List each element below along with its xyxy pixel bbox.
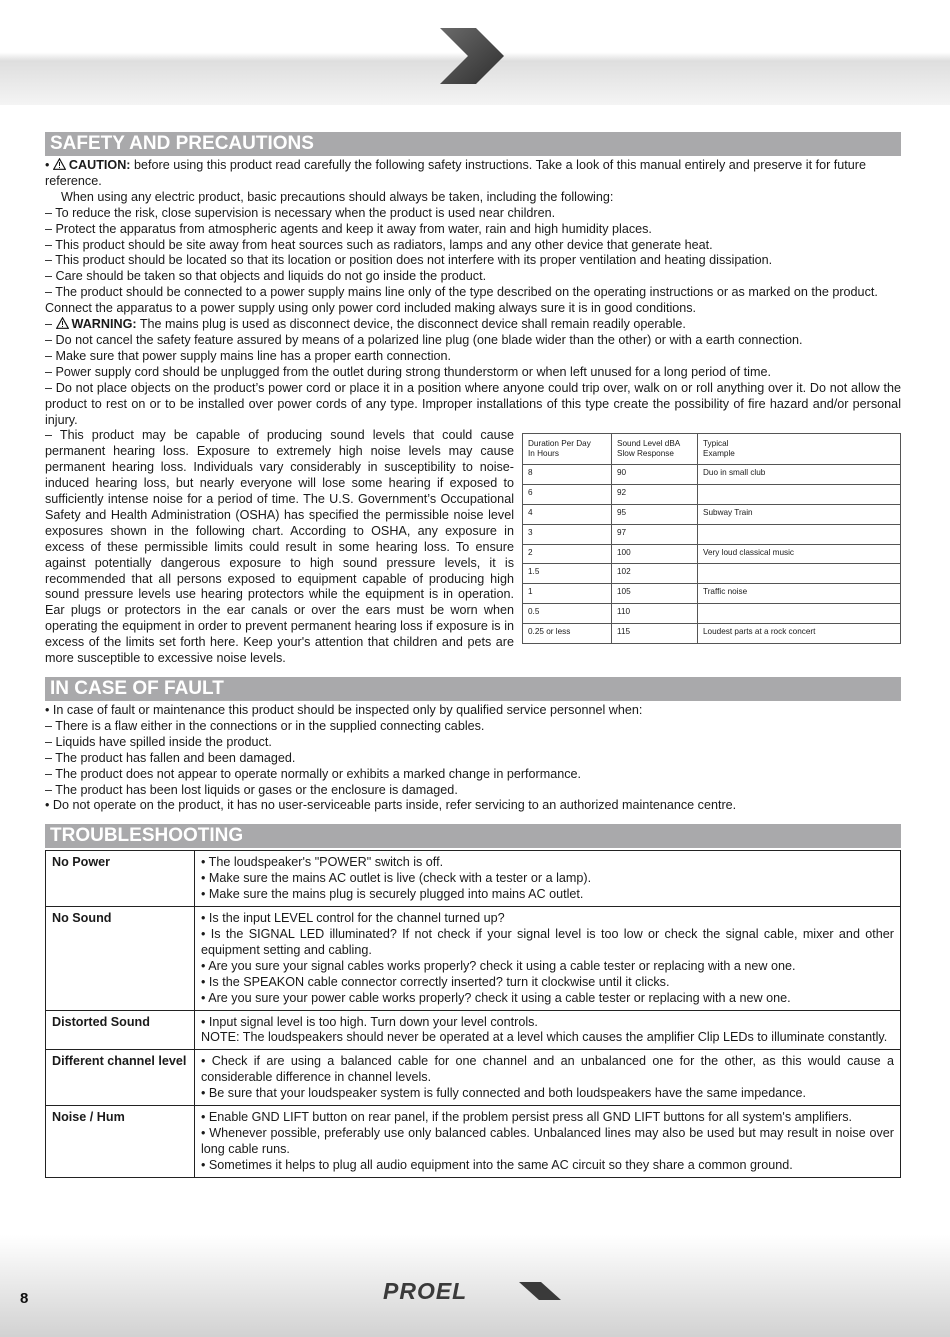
list-item: – Make sure that power supply mains line has a proper earth connection. [45, 348, 452, 363]
safety-list-1 [45, 206, 901, 317]
safety-section-title: SAFETY AND PRECAUTIONS [45, 132, 901, 156]
solution-cell: • Input signal level is too high. Turn down your level controls. NOTE: The loudspeakers should never be operated at a level which causes the amplifier Clip LEDs to illuminate constantly. [195, 1010, 901, 1050]
warning-text: The mains plug is used as disconnect device, the disconnect device shall remain readily operable. [136, 317, 686, 332]
warning-paragraph [45, 317, 901, 333]
table-row: 6 92 [523, 485, 901, 505]
caution-paragraph [45, 158, 901, 190]
solution-cell: • Check if are using a balanced cable for one channel and an unbalanced one for the other, as this would cause a considerable difference in channel levels. • Be sure that your loudspeaker system is fully connected and both loudspeakers have the same impedance. [195, 1050, 901, 1106]
table-row: 1 105 Traffic noise [523, 584, 901, 604]
chevron-arrow-icon [438, 28, 508, 84]
warning-triangle-icon [56, 317, 69, 329]
problem-label: Distorted Sound [46, 1010, 195, 1050]
fault-list [45, 703, 901, 814]
noise-exposure-table [522, 433, 901, 643]
page-content [45, 132, 901, 1178]
table-row: 0.5 110 [523, 603, 901, 623]
table-row: 3 97 [523, 524, 901, 544]
table-row: 2 100 Very loud classical music [523, 544, 901, 564]
list-item: – The product has been lost liquids or gases or the enclosure is damaged. [45, 782, 458, 797]
warning-dash: – [45, 317, 56, 332]
caution-label: CAUTION: [68, 158, 131, 172]
list-item: • In case of fault or maintenance this product should be inspected only by qualified service personnel when: [45, 703, 643, 717]
list-item: – There is a flaw either in the connections or in the supplied connecting cables. [45, 718, 485, 733]
table-row [46, 1106, 901, 1178]
noise-paragraph: – This product may be capable of producing sound levels that could cause permanent hearing loss. Exposure to extremely high noise levels may cause permanent hearing loss. Individuals vary considerably in susceptibility to noise-induced hearing loss, but nearly everyone will lose some hearing if exposed to sufficiently intense noise for a period of time. The U.S. Government’s Occupational Safety and Health Administration (OSHA) has specified the permissible noise level exposures shown in the following chart. According to OSHA, any exposure in excess of these permissible limits could result in some hearing loss. To ensure against potentially dangerous exposure to high sound pressure levels, it is recommended that all persons exposed to equipment capable of producing high sound pressure levels use hearing protectors while the equipment is in operation. Ear plugs or protectors in the ear canals or over the ears must be worn when operating the equipment in order to prevent permanent hearing loss if exposure is in excess of the limits set forth here. Keep your's attention that children and pets are more susceptible to excessive noise levels. [45, 428, 514, 666]
list-item: – Do not cancel the safety feature assured by means of a polarized line plug (one blade wider than the other) or with a earth connection. [45, 332, 803, 347]
table-row: 0.25 or less 115 Loudest parts at a rock concert [523, 623, 901, 643]
table-row: 4 95 Subway Train [523, 505, 901, 525]
list-item: – Do not place objects on the product’s power cord or place it in a position where anyone could trip over, walk on or roll anything over it. Do not allow the product to rest on or to be installed over power cords of any type. Improper installations of this type create the possibility of fire hazard and/or personal injury. [45, 380, 901, 427]
table-row [46, 851, 901, 907]
caution-bullet: • [45, 158, 50, 172]
proel-logo [383, 1279, 563, 1303]
safety-list-2 [45, 333, 901, 428]
safety-intro: When using any electric product, basic precautions should always be taken, including the following: [61, 189, 614, 204]
list-item: – To reduce the risk, close supervision is necessary when the product is used near children. [45, 205, 556, 220]
solution-cell: • The loudspeaker's "POWER" switch is off. • Make sure the mains AC outlet is live (check with a tester or a lamp). • Make sure the mains plug is securely plugged into mains AC outlet. [195, 851, 901, 907]
solution-cell: • Enable GND LIFT button on rear panel, if the problem persist press all GND LIFT buttons for all system's amplifiers. • Whenever possible, preferably use only balanced cables. Unbalanced lines may also be used but may result in noise over long cable runs. • Sometimes it helps to plug all audio equipment into the same AC circuit so they share a common ground. [195, 1106, 901, 1178]
list-item: • Do not operate on the product, it has no user-serviceable parts inside, refer servicing to an authorized maintenance centre. [45, 798, 737, 813]
noise-table-container [522, 433, 901, 667]
list-item: – This product should be located so that its location or position does not interfere with its proper ventilation and heating dissipation. [45, 253, 773, 268]
table-row: 1.5 102 [523, 564, 901, 584]
header-cell: Duration Per Day In Hours [523, 434, 612, 465]
header-cell: Sound Level dBA Slow Response [612, 434, 698, 465]
problem-label: No Sound [46, 907, 195, 1010]
warning-label: WARNING: [71, 317, 137, 332]
list-item: – The product should be connected to a power supply mains line only of the type described on the operating instructions or as marked on the product. Connect the apparatus to a power supply using only power cord included making always sure it is in good conditions. [45, 285, 878, 316]
table-row [46, 1050, 901, 1106]
problem-label: Noise / Hum [46, 1106, 195, 1178]
warning-triangle-icon [53, 158, 66, 170]
table-row [46, 907, 901, 1010]
troubleshooting-table [45, 850, 901, 1177]
noise-table-header [523, 434, 901, 465]
problem-label: Different channel level [46, 1050, 195, 1106]
page-number: 8 [20, 1290, 29, 1307]
fault-section-title: IN CASE OF FAULT [45, 677, 901, 701]
list-item: – This product should be site away from heat sources such as radiators, lamps and any other device that generate heat. [45, 237, 713, 252]
noise-exposure-block [45, 428, 901, 667]
table-row: 8 90 Duo in small club [523, 465, 901, 485]
problem-label: No Power [46, 851, 195, 907]
caution-text: before using this product read carefully the following safety instructions. Take a look of this manual entirely and preserve it for future reference. [45, 158, 866, 188]
svg-text:PROEL: PROEL [383, 1279, 468, 1303]
list-item: – Liquids have spilled inside the product. [45, 734, 272, 749]
list-item: – The product has fallen and been damaged. [45, 750, 296, 765]
troubleshooting-section-title: TROUBLESHOOTING [45, 824, 901, 848]
list-item: – Power supply cord should be unplugged from the outlet during strong thunderstorm or when left unused for a long period of time. [45, 364, 771, 379]
list-item: – The product does not appear to operate normally or exhibits a marked change in performance. [45, 766, 582, 781]
solution-cell: • Is the input LEVEL control for the channel turned up? • Is the SIGNAL LED illuminated? If not check if your signal level is too low or check the signal cable, mixer and other equipment setting and cabling. • Are you sure your signal cables works properly? check it using a cable tester or replacing with a new one. • Is the SPEAKON cable connector correctly inserted? turn it clockwise until it clicks. • Are you sure your power cable works properly? check it using a cable tester or replacing with a new one. [195, 907, 901, 1010]
table-row [46, 1010, 901, 1050]
list-item: – Care should be taken so that objects and liquids do not go inside the product. [45, 269, 487, 284]
header-cell: Typical Example [698, 434, 901, 465]
list-item: – Protect the apparatus from atmospheric agents and keep it away from water, rain and high humidity places. [45, 221, 652, 236]
